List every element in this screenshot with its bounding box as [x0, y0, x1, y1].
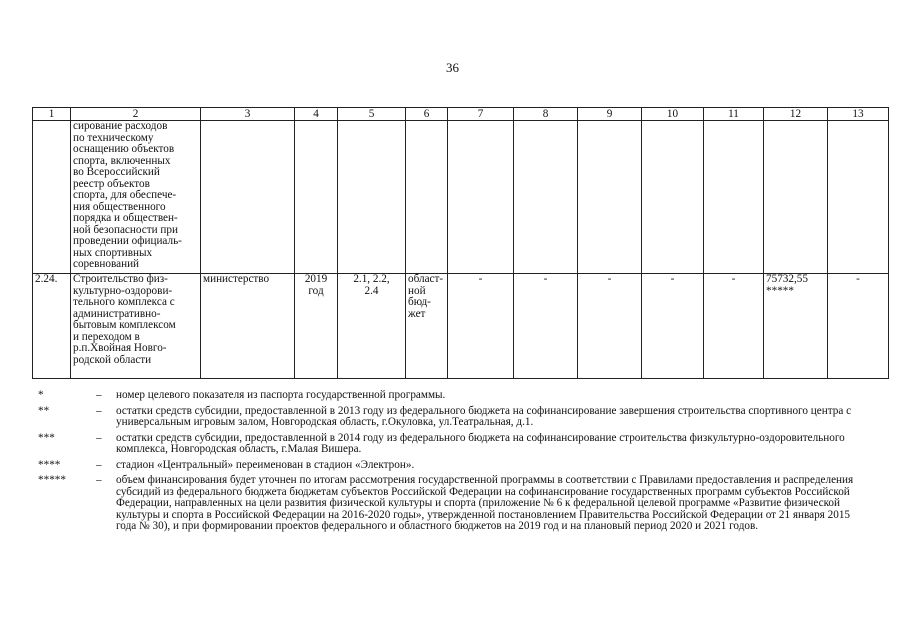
- text-line: реестр объектов: [73, 177, 150, 190]
- table-row-2-24: [33, 274, 889, 379]
- text-line: по техническому: [73, 131, 154, 144]
- text-line: ных спортивных: [73, 246, 153, 259]
- page-number: 36: [446, 60, 459, 75]
- text-line: ния общественного: [73, 200, 166, 213]
- text-line: област-: [408, 273, 444, 285]
- header-cell: 4: [295, 108, 338, 121]
- footnote-mark: *: [38, 389, 44, 401]
- footnote: [38, 475, 858, 533]
- text-line: сирование расходов: [73, 120, 168, 132]
- value-cell: -: [448, 274, 514, 379]
- table-cell: [448, 121, 514, 274]
- funding-source-cell: [406, 274, 448, 379]
- table-cell: [33, 121, 71, 274]
- footnotes: [38, 390, 858, 537]
- amount-cell: [764, 274, 828, 379]
- header-cell: 7: [448, 108, 514, 121]
- header-cell: 10: [642, 108, 704, 121]
- text-line: Строительство физ-: [73, 273, 168, 285]
- value-cell: -: [704, 274, 764, 379]
- text-line: соревнований: [73, 258, 140, 270]
- text-line: жет: [408, 307, 426, 320]
- footnote-mark: ****: [38, 458, 61, 471]
- table-cell: [828, 121, 889, 274]
- budget-table: [32, 107, 889, 379]
- year-cell: [295, 274, 338, 379]
- footnote: [38, 433, 858, 456]
- text-line: *****: [766, 284, 794, 297]
- value-cell: -: [514, 274, 578, 379]
- text-line: 2.4: [364, 284, 379, 297]
- footnote-mark: ***: [38, 431, 55, 444]
- footnote-dash: –: [96, 431, 102, 444]
- header-cell: 1: [33, 108, 71, 121]
- header-cell: 2: [71, 108, 201, 121]
- footnote-dash: –: [96, 474, 102, 486]
- footnote-text: остатки средств субсидии, предоставленной в 2014 году из федерального бюджета на софинансирование строительства физкультурно-оздоровительного комплекса, Новгородская область, г.Малая Вишера.: [116, 431, 845, 455]
- table-cell: [764, 121, 828, 274]
- value-cell: -: [642, 274, 704, 379]
- table-cell: [338, 121, 406, 274]
- table-cell: [704, 121, 764, 274]
- footnote-text: стадион «Центральный» переименован в стадион «Электрон».: [116, 458, 415, 471]
- executor-cell: министерство: [201, 274, 295, 379]
- table-cell: [642, 121, 704, 274]
- text-line: административно-: [73, 307, 161, 320]
- footnote: [38, 390, 858, 402]
- text-line: оснащению объектов: [73, 143, 175, 155]
- text-line: бюд-: [408, 296, 431, 308]
- header-cell: 5: [338, 108, 406, 121]
- text-line: ной безопасности при: [73, 223, 178, 236]
- footnote-dash: –: [96, 404, 102, 417]
- header-cell: 9: [578, 108, 642, 121]
- text-line: спорта, включенных: [73, 154, 171, 167]
- text-line: год: [308, 284, 324, 297]
- header-cell: 12: [764, 108, 828, 121]
- text-line: р.п.Хвойная Новго-: [73, 342, 167, 354]
- text-line: тельного комплекса с: [73, 296, 175, 308]
- row-number: 2.24.: [33, 274, 71, 379]
- table-cell: [295, 121, 338, 274]
- text-line: во Всероссийский: [73, 166, 160, 178]
- header-cell: 3: [201, 108, 295, 121]
- header-cell: 13: [828, 108, 889, 121]
- text-line: бытовым комплексом: [73, 319, 176, 331]
- value-cell: -: [578, 274, 642, 379]
- footnote: [38, 460, 858, 472]
- text-line: культурно-оздорови-: [73, 284, 173, 297]
- footnote-dash: –: [96, 458, 102, 471]
- footnote-dash: –: [96, 389, 102, 401]
- footnote: [38, 406, 858, 429]
- text-line: и переходом в: [73, 330, 140, 343]
- header-cell: 6: [406, 108, 448, 121]
- table-cell: [578, 121, 642, 274]
- table-header-row: [33, 108, 889, 121]
- table-cell: [514, 121, 578, 274]
- table-cell: [201, 121, 295, 274]
- text-line: ной: [408, 284, 426, 297]
- table-cell: [406, 121, 448, 274]
- footnote-mark: **: [38, 404, 50, 417]
- measure-name-cell: [71, 274, 201, 379]
- text-line: проведении официаль-: [73, 235, 182, 247]
- header-cell: 11: [704, 108, 764, 121]
- table-row-continuation: [33, 121, 889, 274]
- footnote-mark: *****: [38, 474, 66, 486]
- text-line: 2.1, 2.2,: [353, 273, 390, 285]
- text-line: 75732,55: [766, 273, 808, 285]
- text-line: 2019: [304, 273, 328, 285]
- value-cell: -: [828, 274, 889, 379]
- text-line: родской области: [73, 353, 152, 366]
- footnote-text: номер целевого показателя из паспорта государственной программы.: [116, 389, 446, 401]
- text-line: спорта, для обеспече-: [73, 189, 177, 201]
- header-cell: 8: [514, 108, 578, 121]
- indicators-cell: [338, 274, 406, 379]
- footnote-text: объем финансирования будет уточнен по итогам рассмотрения государственной программы в соответствии с Правилами предоставления и распределения субсидий из федерального бюджета бюджетам субъектов Российской Федерации на софинансирование государственных программ субъектов Российской Федерации, направленных на цели развития физической культуры и спорта (приложение № 6 к федеральной целевой программе «Развитие физической культуры и спорта в Российской Федерации на 2016-2020 годы», утвержденной постановлением Правительства Российской Федерации от 21 января 2015 года № 30), и при формировании проектов федерального и областного бюджетов на 2019 год и на плановый период 2020 и 2021 годов.: [116, 474, 854, 532]
- continued-name-cell: [71, 121, 201, 274]
- text-line: порядка и обществен-: [73, 212, 178, 224]
- footnote-text: остатки средств субсидии, предоставленной в 2013 году из федерального бюджета на софинансирование завершения строительства спортивного центра с универсальным игровым залом, Новгородская область, г.Окуловка, ул.Театральная, д.1.: [116, 404, 852, 428]
